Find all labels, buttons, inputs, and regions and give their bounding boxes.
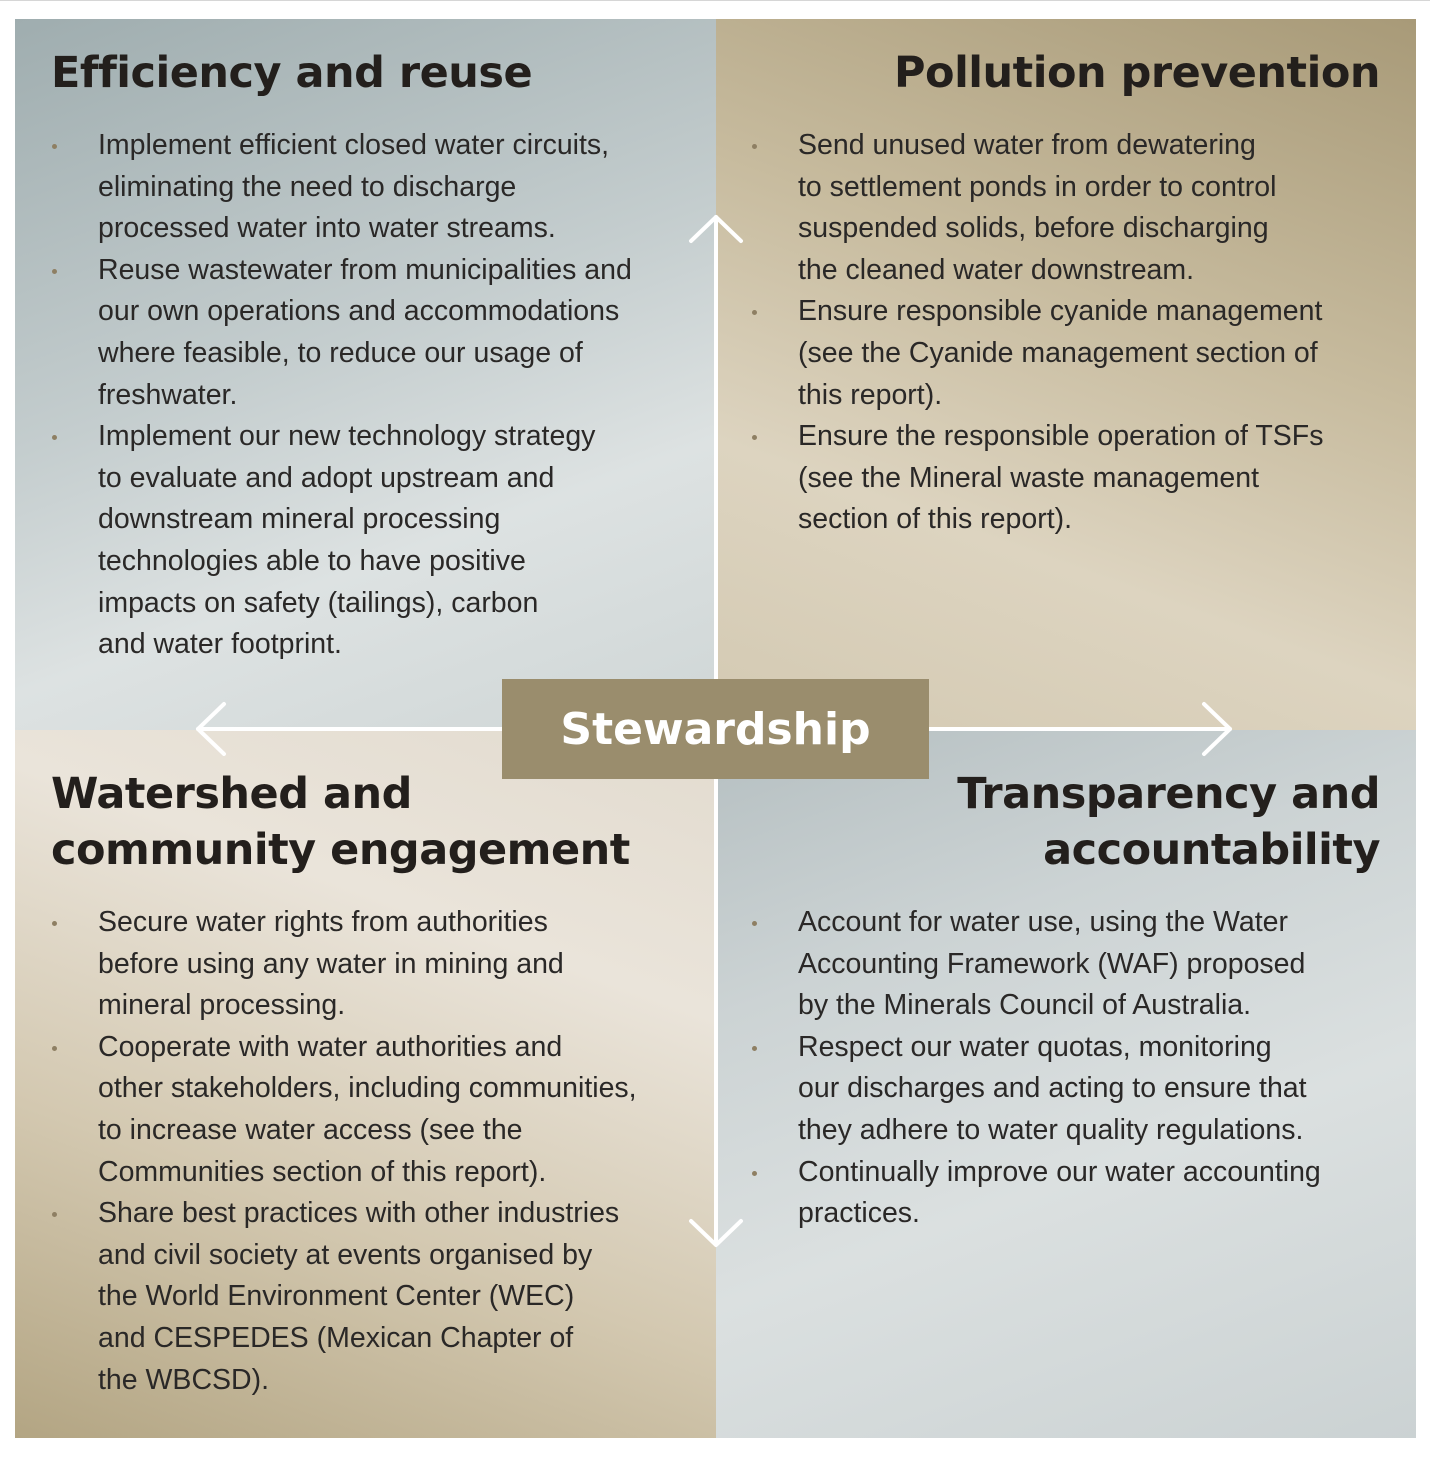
- bullet-line: Account for water use, using the Water: [798, 906, 1289, 938]
- bullet-line: eliminating the need to discharge: [98, 170, 517, 203]
- bullet-line: our discharges and acting to ensure that: [798, 1072, 1307, 1105]
- title-line: Pollution prevention: [894, 48, 1380, 98]
- title-line: community engagement: [51, 825, 630, 875]
- title-line: Transparency and: [957, 769, 1380, 819]
- bullet-line: Send unused water from dewatering: [798, 129, 1256, 161]
- title-line: accountability: [1043, 825, 1380, 875]
- bullet-line: Respect our water quotas, monitoring: [798, 1030, 1272, 1063]
- bullet-line: Secure water rights from authorities: [98, 906, 548, 938]
- bullet-line: downstream mineral processing: [98, 503, 501, 536]
- bullet-line: and water footprint.: [98, 628, 342, 661]
- bullet-line: impacts on safety (tailings), carbon: [98, 586, 539, 619]
- bullet-line: they adhere to water quality regulations.: [798, 1113, 1304, 1146]
- bullet-line: (see the Mineral waste management: [798, 461, 1259, 494]
- bullet-line: to settlement ponds in order to control: [798, 170, 1277, 203]
- bullet-line: to increase water access (see the: [98, 1113, 523, 1146]
- bullet-line: practices.: [798, 1197, 920, 1230]
- bullet-line: Ensure responsible cyanide management: [798, 295, 1323, 328]
- bullet-line: freshwater.: [98, 378, 238, 411]
- title-line: Efficiency and reuse: [51, 48, 533, 98]
- bullet-line: Continually improve our water accounting: [798, 1155, 1321, 1188]
- bullet-line: to evaluate and adopt upstream and: [98, 461, 555, 494]
- bullet-line: the WBCSD).: [98, 1363, 270, 1396]
- bullet-line: section of this report).: [798, 503, 1073, 536]
- bullet-line: technologies able to have positive: [98, 544, 526, 577]
- bullet-line: Communities section of this report).: [98, 1155, 547, 1188]
- bullet-line: the cleaned water downstream.: [798, 253, 1195, 286]
- bullet-line: processed water into water streams.: [98, 212, 556, 245]
- bullet-line: Implement efficient closed water circuits,: [98, 129, 610, 161]
- title-line: Watershed and: [51, 769, 412, 819]
- bullet-line: Reuse wastewater from municipalities and: [98, 253, 632, 286]
- bullet-line: the World Environment Center (WEC): [98, 1280, 575, 1313]
- bullet-line: Ensure the responsible operation of TSFs: [798, 420, 1324, 453]
- bullet-line: Share best practices with other industries: [98, 1197, 620, 1230]
- bullet-line: mineral processing.: [98, 989, 346, 1022]
- bullet-line: (see the Cyanide management section of: [798, 336, 1318, 369]
- bullet-line: and CESPEDES (Mexican Chapter of: [98, 1321, 574, 1354]
- center-label: Stewardship: [560, 703, 871, 755]
- bullet-line: Cooperate with water authorities and: [98, 1030, 563, 1063]
- bullet-line: by the Minerals Council of Australia.: [798, 989, 1252, 1022]
- bullet-line: and civil society at events organised by: [98, 1238, 593, 1271]
- bullet-line: Accounting Framework (WAF) proposed: [798, 947, 1306, 980]
- bullet-line: before using any water in mining and: [98, 947, 564, 980]
- bullet-line: our own operations and accommodations: [98, 295, 620, 328]
- stewardship-center-box: [502, 679, 929, 779]
- bullet-line: this report).: [798, 378, 943, 411]
- bullet-line: other stakeholders, including communities,: [98, 1072, 637, 1105]
- bullet-line: Implement our new technology strategy: [98, 420, 596, 453]
- bullet-line: where feasible, to reduce our usage of: [98, 336, 583, 369]
- bullet-line: suspended solids, before discharging: [798, 212, 1269, 245]
